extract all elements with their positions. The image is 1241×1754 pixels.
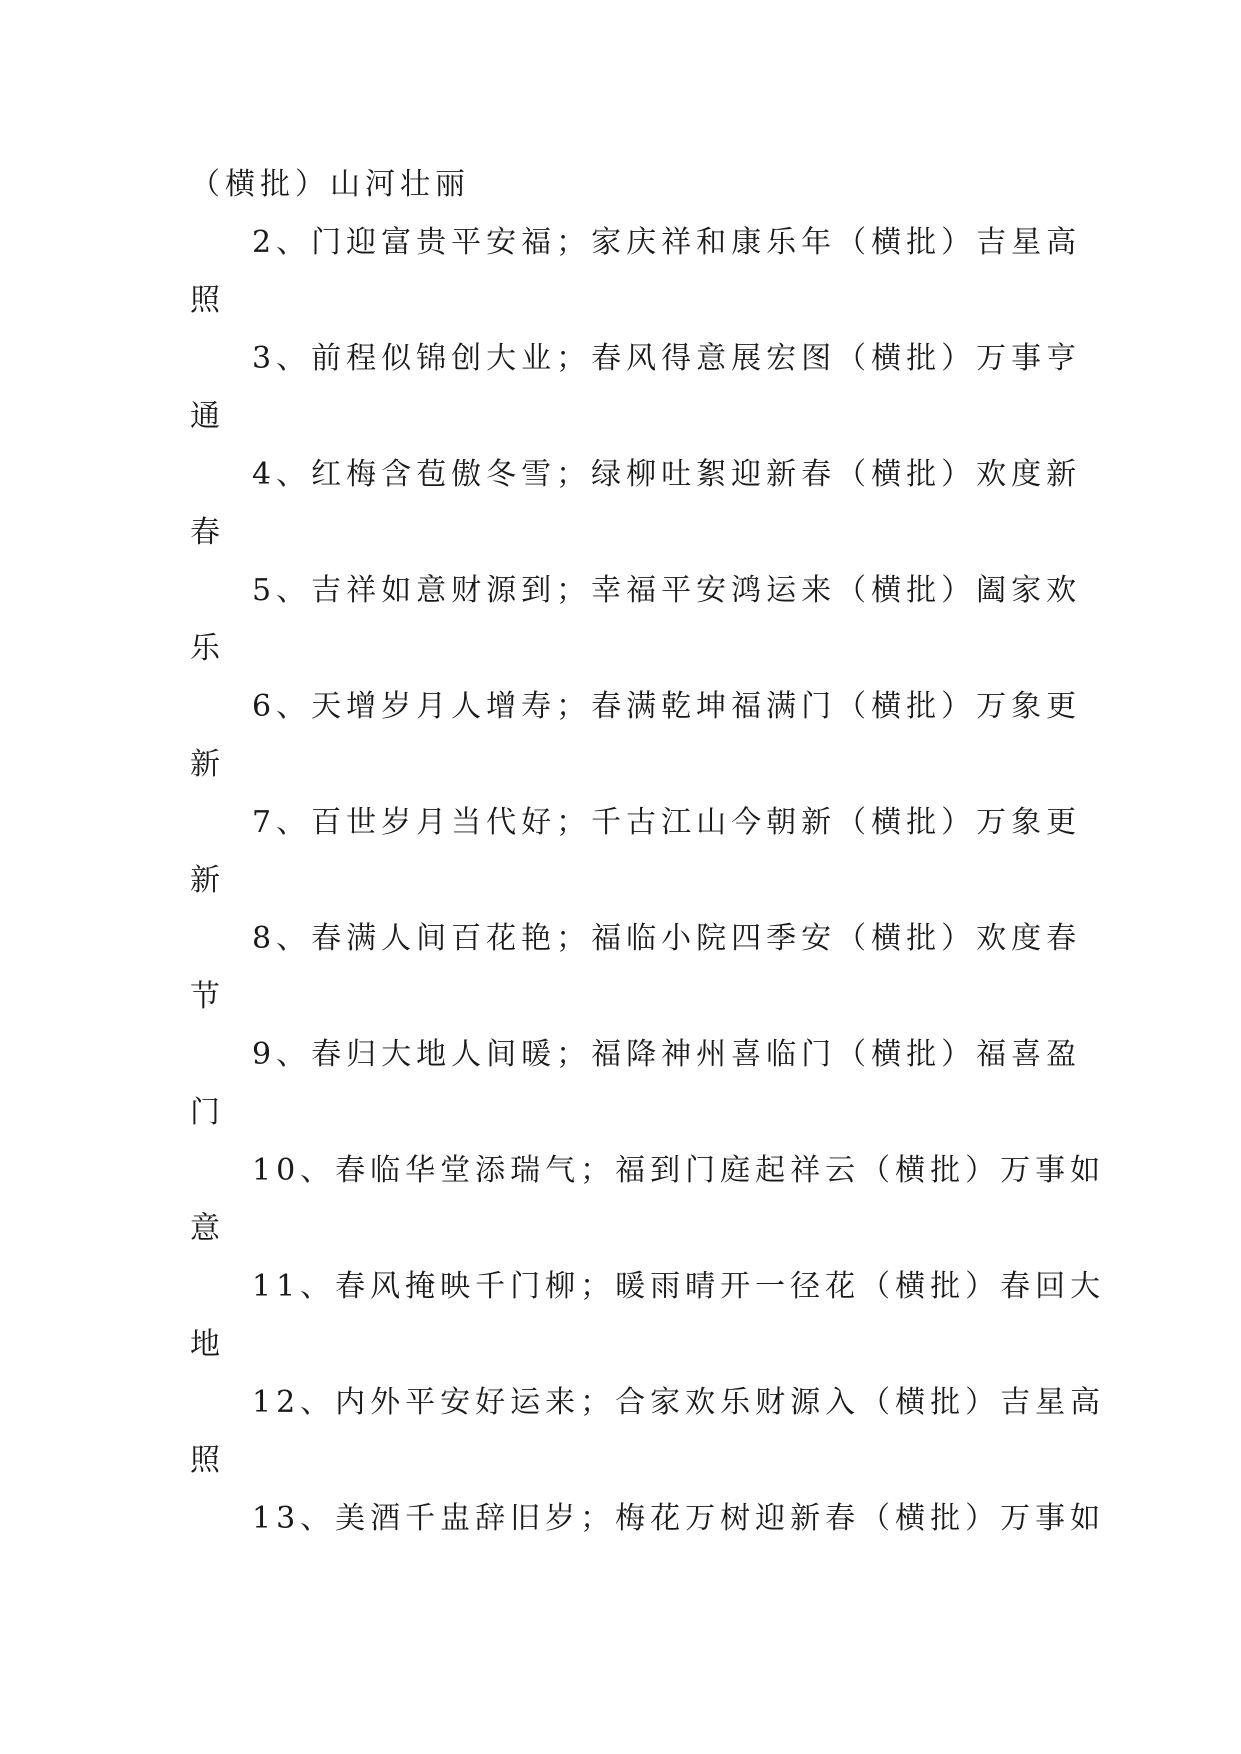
text-line: 通 (190, 399, 225, 434)
text-line: 乐 (190, 631, 225, 666)
text-line: 新 (190, 863, 225, 898)
text-line: 10、春临华堂添瑞气；福到门庭起祥云（横批）万事如 (252, 1153, 1106, 1188)
text-line: 6、天增岁月人增寿；春满乾坤福满门（横批）万象更 (252, 689, 1082, 724)
text-line: 7、百世岁月当代好；千古江山今朝新（横批）万象更 (252, 805, 1082, 840)
text-line: 地 (190, 1327, 225, 1362)
text-line: 11、春风掩映千门柳；暖雨晴开一径花（横批）春回大 (252, 1269, 1106, 1304)
couplet-list (190, 156, 1106, 1548)
text-line: 节 (190, 979, 225, 1014)
text-line: 3、前程似锦创大业；春风得意展宏图（横批）万事亨 (252, 341, 1082, 376)
text-line: 13、美酒千盅辞旧岁；梅花万树迎新春（横批）万事如 (252, 1501, 1106, 1536)
text-line: 8、春满人间百花艳；福临小院四季安（横批）欢度春 (252, 921, 1082, 956)
text-line: 新 (190, 747, 225, 782)
text-line: 意 (190, 1211, 225, 1246)
text-line: 9、春归大地人间暖；福降神州喜临门（横批）福喜盈 (252, 1037, 1082, 1072)
text-line: 照 (190, 1443, 225, 1478)
text-line: 4、红梅含苞傲冬雪；绿柳吐絮迎新春（横批）欢度新 (252, 457, 1082, 492)
text-line: 12、内外平安好运来；合家欢乐财源入（横批）吉星高 (252, 1385, 1106, 1420)
text-line: 2、门迎富贵平安福；家庆祥和康乐年（横批）吉星高 (252, 225, 1082, 260)
text-line: （横批）山河壮丽 (190, 167, 470, 202)
text-line: 春 (190, 515, 225, 550)
text-line: 照 (190, 283, 225, 318)
text-line: 门 (190, 1095, 225, 1130)
text-line: 5、吉祥如意财源到；幸福平安鸿运来（横批）阖家欢 (252, 573, 1082, 608)
